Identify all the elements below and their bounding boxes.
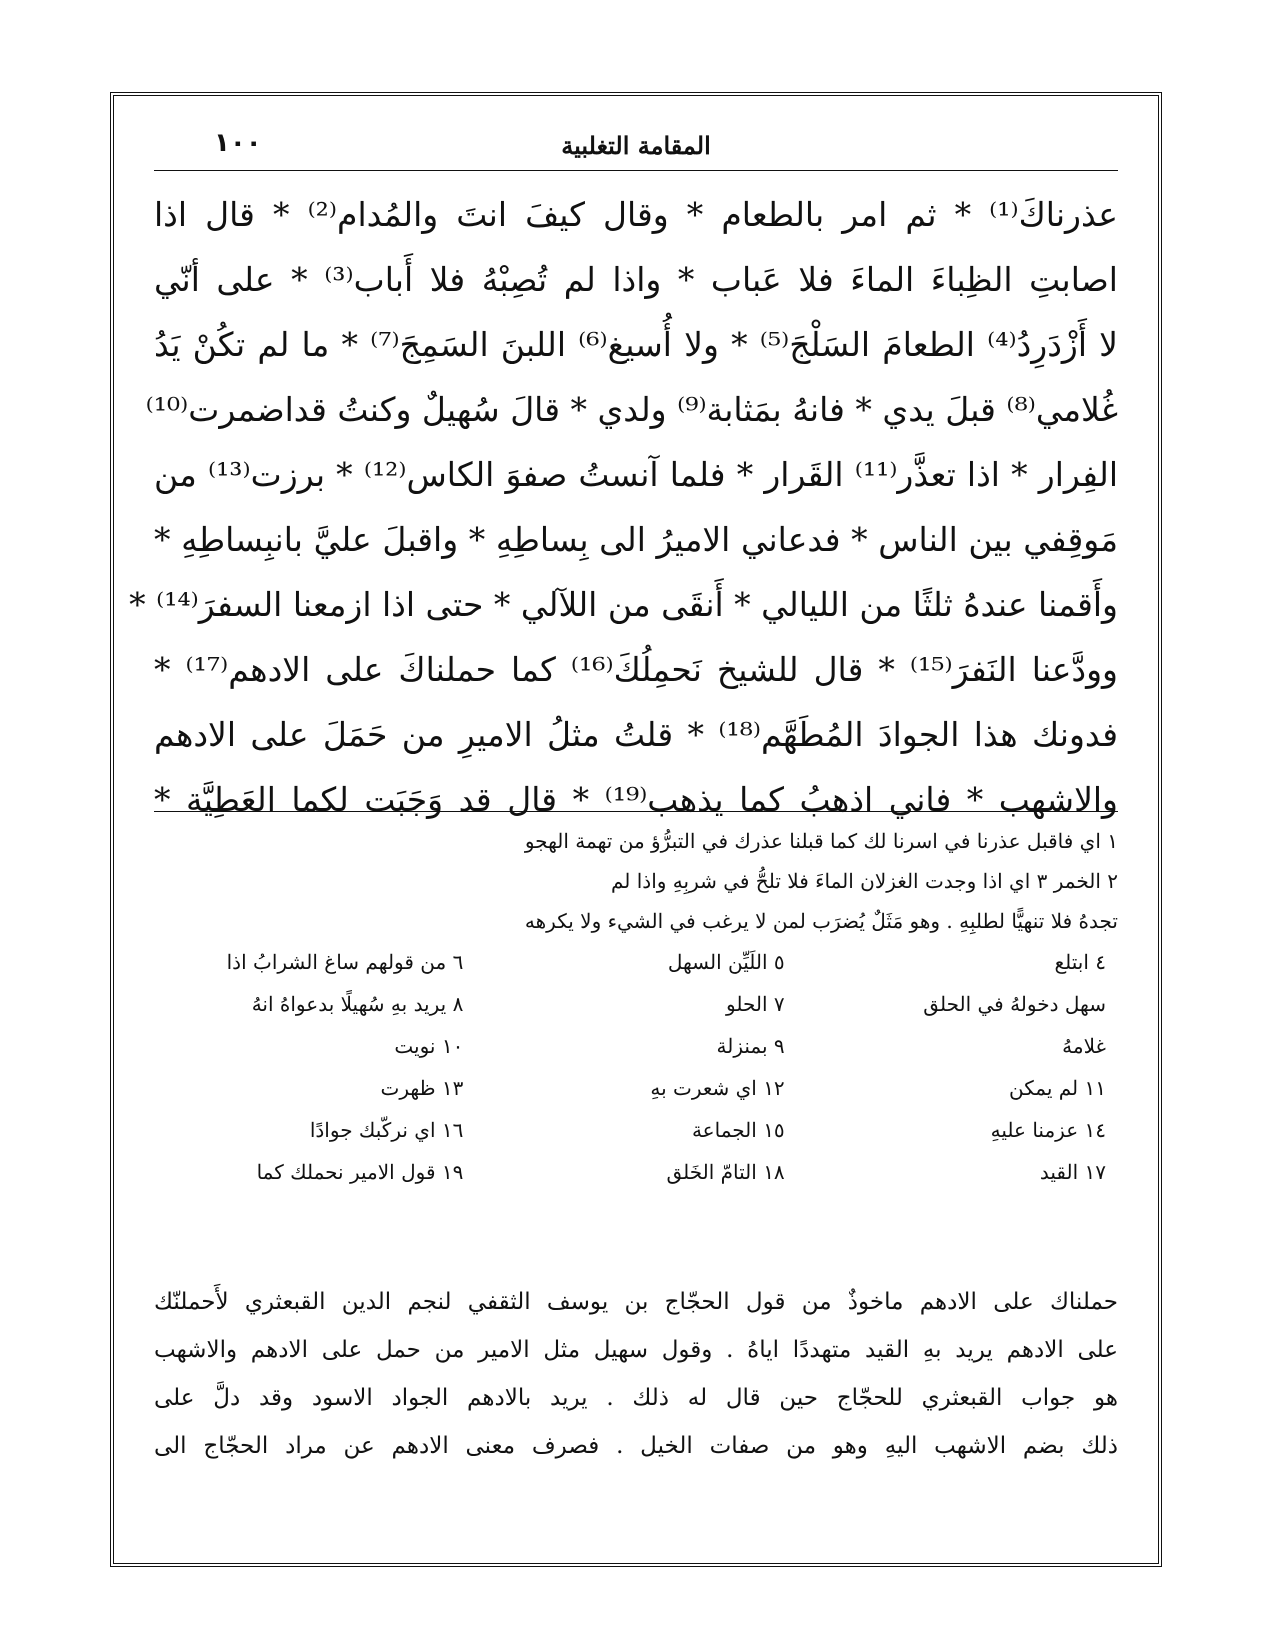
text-line: مَوقِفي بين الناس * فدعاني الاميرُ الى بِساطِهِ * واقبلَ عليَّ بانبِساطِهِ *	[154, 520, 1118, 559]
commentary-line: هو جواب القبعثري للحجّاج حين قال له ذلك . يريد بالادهم الجواد الاسود وقد دلَّ على	[154, 1385, 1118, 1411]
footnote-row	[154, 1151, 1118, 1193]
page-number: ١٠٠	[214, 128, 262, 158]
page-content	[124, 106, 1148, 1553]
page-header	[154, 120, 1118, 171]
footnote: ١٣ ظهرت	[380, 1076, 464, 1100]
footnote-line: ١ اي فاقبل عذرنا في اسرنا لك كما قبلنا عذرك في التبرُّؤ من تهمة الهجو	[524, 829, 1118, 853]
footnote: ١٠ نويت	[394, 1034, 464, 1058]
footnote: ٥ اللَيِّن السهل	[667, 950, 785, 974]
footnote: ١٩ قول الامير نحملك كما	[256, 1160, 464, 1184]
footnote: ٨ يريد بهِ سُهيلًا بدعواهُ انهُ	[251, 992, 464, 1016]
main-text	[129, 182, 1118, 832]
footnote: ١٧ القيد	[1039, 1160, 1106, 1184]
footnote-line: تجدهُ فلا تنهيًّا لطلبِهِ . وهو مَثَلٌ يُضرَب لمن لا يرغب في الشيء ولا يكرهه	[524, 909, 1118, 933]
footnote: ١٥ الجماعة	[691, 1118, 785, 1142]
footnote-row	[154, 1025, 1118, 1067]
footnote-divider	[154, 811, 1118, 812]
text-line: لا أَزْدَرِدُ⁽⁴⁾ الطعامَ السَلْجَ⁽⁵⁾ * ولا أُسيغ⁽⁶⁾ اللبنَ السَمِجَ⁽⁷⁾ * ما لم تكُنْ يَدُ	[154, 325, 1118, 364]
text-line: اصابتِ الظِباءَ الماءَ فلا عَباب * واذا لم تُصِبْهُ فلا أَباب⁽³⁾ * على أنّي	[154, 260, 1118, 299]
footnote: ١٤ عزمنا عليهِ	[990, 1118, 1106, 1142]
footnote: غلامهُ	[1062, 1034, 1106, 1058]
footnote-line: ٢ الخمر ٣ اي اذا وجدت الغزلان الماءَ فلا تلحُّ في شربِهِ واذا لم	[610, 869, 1118, 893]
text-line: وودَّعنا النَفرَ⁽¹⁵⁾ * قال للشيخ نَحمِلُكَ⁽¹⁶⁾ كما حملناكَ على الادهم⁽¹⁷⁾ *	[154, 650, 1118, 689]
footnote-row	[154, 983, 1118, 1025]
text-line: عذرناكَ⁽¹⁾ * ثم امر بالطعام * وقال كيفَ انتَ والمُدام⁽²⁾ * قال اذا	[154, 195, 1118, 234]
footnote: ١٨ التامّ الخَلق	[666, 1160, 785, 1184]
page-frame	[110, 92, 1162, 1567]
footnote: ٩ بمنزلة	[716, 1034, 785, 1058]
commentary-line: على الادهم يريد بهِ القيد متهددًا اياهُ . وقول سهيل مثل الامير من حمل على الادهم والاشهب	[154, 1337, 1118, 1363]
footnote: ١١ لم يمكن	[1008, 1076, 1106, 1100]
footnote-row	[154, 1067, 1118, 1109]
footnote: ١٦ اي نركّبك جوادًا	[309, 1118, 464, 1142]
commentary-line: ذلك بضم الاشهب اليهِ وهو من صفات الخيل . فصرف معنى الادهم عن مراد الحجّاج الى	[154, 1433, 1118, 1459]
text-line: الفِرار * اذا تعذَّر⁽¹¹⁾ القَرار * فلما آنستُ صفوَ الكاس⁽¹²⁾ * برزت⁽¹³⁾ من	[154, 455, 1118, 494]
text-line: وأَقمنا عندهُ ثلثًا من الليالي * أَنقَى من اللآلي * حتى اذا ازمعنا السفرَ⁽¹⁴⁾ *	[129, 585, 1118, 624]
footnote: سهل دخولهُ في الحلق	[923, 992, 1106, 1016]
text-line: فدونك هذا الجوادَ المُطَهَّم⁽¹⁸⁾ * قلتُ مثلُ الاميرِ من حَمَلَ على الادهم	[154, 715, 1118, 754]
page-title: المقامة التغلبية	[561, 130, 711, 160]
footnotes	[154, 821, 1118, 1193]
footnote: ١٢ اي شعرت بهِ	[650, 1076, 785, 1100]
footnote: ٦ من قولهم ساغ الشرابُ اذا	[226, 950, 464, 974]
text-line: والاشهب * فاني اذهبُ كما يذهب⁽¹⁹⁾ * قال قد وَجَبَت لكما العَطِيَّة *	[154, 780, 1118, 819]
commentary-line: حملناك على الادهم ماخوذٌ من قول الحجّاج بن يوسف الثقفي لنجم الدين القبعثري لأَحملنّك	[154, 1289, 1118, 1315]
commentary	[154, 1278, 1118, 1470]
text-line: غُلامي⁽⁸⁾ قبلَ يدي * فانهُ بمَثابة⁽⁹⁾ ولدي * قالَ سُهيلٌ وكنتُ قداضمرت⁽¹⁰⁾	[145, 390, 1118, 429]
footnote-row	[154, 941, 1118, 983]
footnote: ٧ الحلو	[726, 992, 785, 1016]
footnote-row	[154, 1109, 1118, 1151]
footnote: ٤ ابتلع	[1054, 950, 1106, 974]
